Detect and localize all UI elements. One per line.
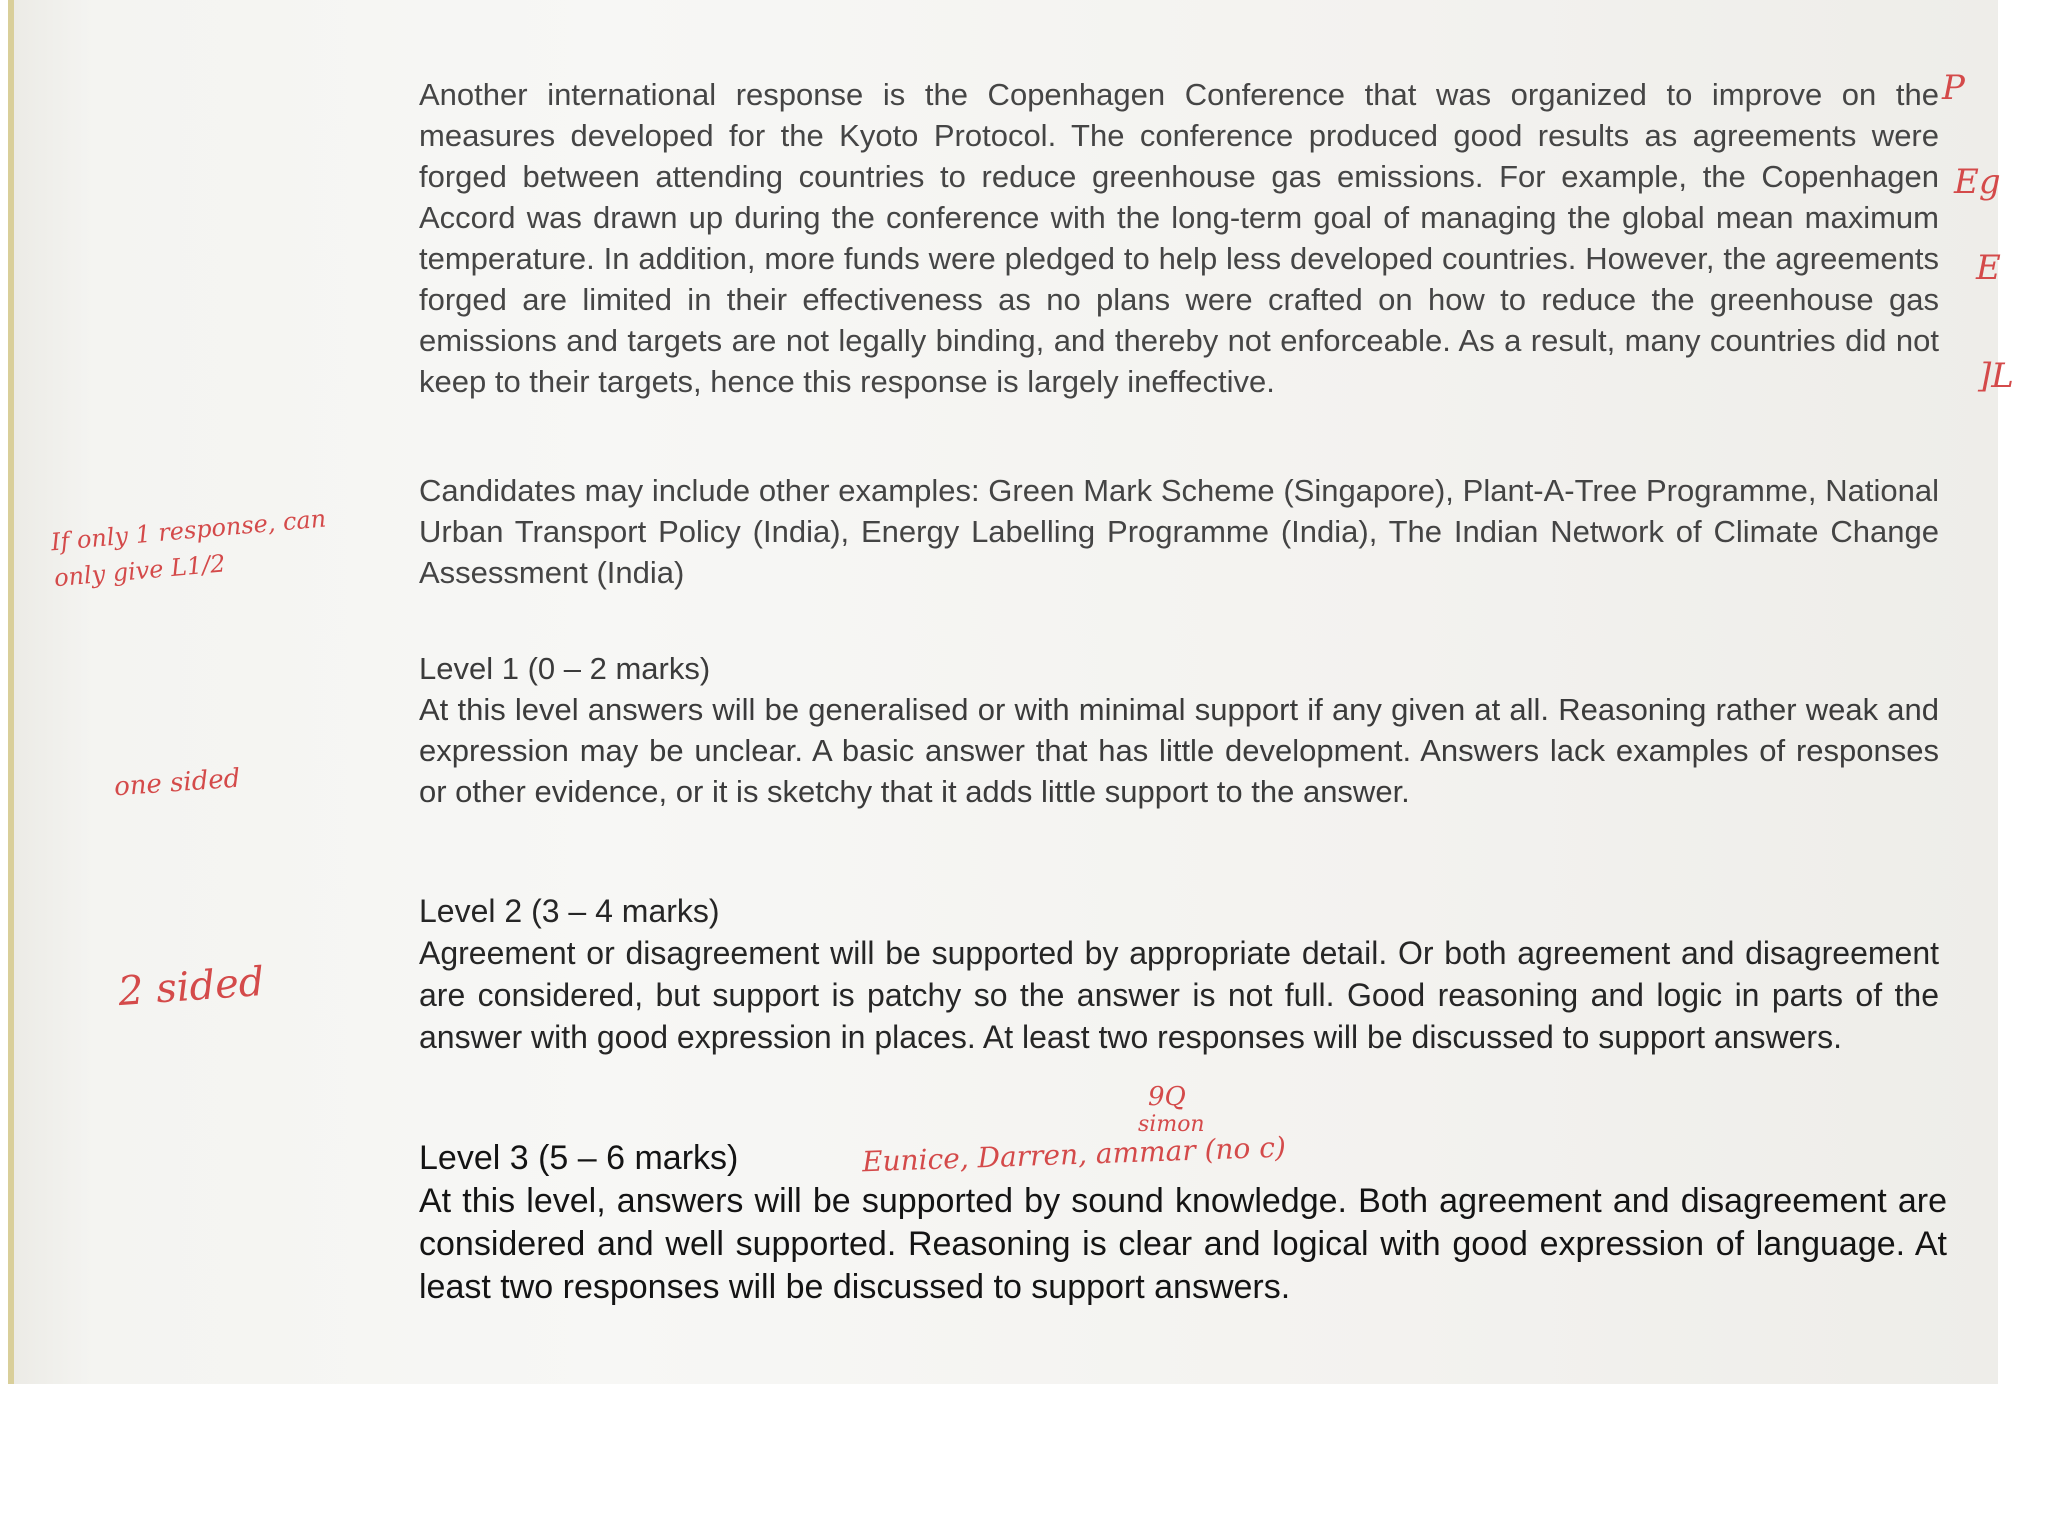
level-2-heading: Level 2 (3 – 4 marks) (419, 893, 720, 929)
note-one-response: If only 1 response, can only give L1/2 (49, 504, 328, 593)
note-student-names: Eunice, Darren, ammar (no c) (861, 1130, 1287, 1179)
paragraph-text: Another international response is the Copenhagen Conference that was organized to improve on the measures developed for the Kyoto Protocol. The conference produced good results as agreements were forged between attending countries to reduce greenhouse gas emissions. For example, the Copenhagen Accord was drawn up during the conference with the long-term goal of managing the global mean maximum temperature. In addition, more funds were pledged to help less developed countries. However, the agreements forged are limited in their effectiveness as no plans were crafted on how to reduce the greenhouse gas emissions and targets are not legally binding, and thereby not enforceable. As a result, many countries did not keep to their targets, hence this response is largely ineffective. (419, 77, 1939, 399)
note-simon: simon (1138, 1112, 1205, 1137)
document-page (8, 0, 2014, 1384)
level-3-heading: Level 3 (5 – 6 marks) (419, 1139, 739, 1177)
margin-note-p: P (1942, 68, 1965, 108)
margin-note-eg: Eg (1954, 162, 2001, 202)
paragraph-text: Candidates may include other examples: Green Mark Scheme (Singapore), Plant-A-Tree Programme, National Urban Transport Policy (India), Energy Labelling Programme (India), The Indian Network of Climate Change Assessment (India) (419, 473, 1939, 590)
note-one-sided: one sided (113, 763, 242, 803)
note-9q: 9Q (1148, 1082, 1186, 1112)
margin-note-l: ]L (1978, 356, 2014, 396)
level-2-section (419, 890, 1939, 1058)
level-2-description: Agreement or disagreement will be supported by appropriate detail. Or both agreement and disagreement are considered, but support is patchy so the answer is not full. Good reasoning and logic in parts of the answer with good expression in places. At least two responses will be discussed to support answers. (419, 935, 1939, 1055)
level-1-description: At this level answers will be generalised or with minimal support if any given at all. Reasoning rather weak and expression may be unclear. A basic answer that has little development. Answers lack examples of responses or other evidence, or it is sketchy that it adds little support to the answer. (419, 692, 1939, 809)
body-paragraph-copenhagen (419, 74, 1939, 402)
level-1-section (419, 648, 1939, 812)
level-1-heading: Level 1 (0 – 2 marks) (419, 651, 711, 686)
margin-note-e: E (1976, 248, 2001, 288)
level-3-description: At this level, answers will be supported by sound knowledge. Both agreement and disagreement are considered and well supported. Reasoning is clear and logical with good expression of language. At least two responses will be discussed to support answers. (419, 1182, 1947, 1306)
body-paragraph-examples (419, 470, 1939, 593)
note-two-sided: 2 sided (116, 958, 266, 1016)
